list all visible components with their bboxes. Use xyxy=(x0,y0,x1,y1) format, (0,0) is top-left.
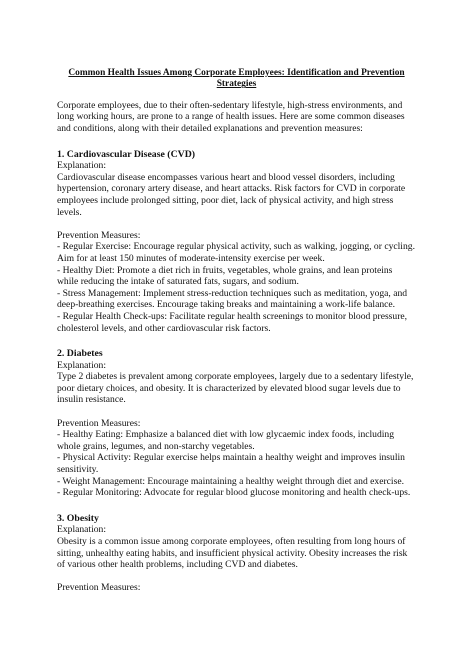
prevention-label: Prevention Measures: xyxy=(57,582,141,594)
prevention-item: - Healthy Eating: Emphasize a balanced diet with low glycaemic index foods, including whole grains, legumes, and non-starchy vegetables. xyxy=(57,429,395,452)
prevention-label: Prevention Measures: xyxy=(57,229,141,241)
prevention-item: - Healthy Diet: Promote a diet rich in fruits, vegetables, whole grains, and lean proteins while reducing the intake of saturated fats, sugars, and sodium. xyxy=(57,264,393,288)
prevention-item: - Physical Activity: Regular exercise helps maintain a healthy weight and improves insulin sensitivity. xyxy=(57,452,405,476)
spacer xyxy=(57,406,416,418)
prevention-item: - Regular Exercise: Encourage regular physical activity, such as walking, jogging, or cycling. Aim for at least 150 minutes of moderate-intensity exercise per week. xyxy=(57,241,415,264)
section-heading: 3. Obesity xyxy=(57,512,99,524)
explanation-label: Explanation: xyxy=(57,359,107,371)
document-title: Common Health Issues Among Corporate Employees: Identification and Prevention Strategies xyxy=(68,68,405,90)
explanation-label: Explanation: xyxy=(57,160,107,172)
section-cardiovascular xyxy=(57,149,416,335)
section-diabetes xyxy=(57,348,416,499)
spacer xyxy=(57,218,416,230)
section-heading: 1. Cardiovascular Disease (CVD) xyxy=(57,148,196,160)
prevention-item: - Regular Health Check-ups: Facilitate regular health screenings to monitor blood pressure, cholesterol levels, and other cardiovascular risk factors. xyxy=(57,310,408,334)
section-obesity xyxy=(57,513,416,594)
prevention-item: - Weight Management: Encourage maintaining a healthy weight through diet and exercise. xyxy=(57,475,404,487)
section-heading: 2. Diabetes xyxy=(57,348,103,360)
prevention-item: - Stress Management: Implement stress-reduction techniques such as meditation, yoga, and deep-breathing exercises. Encourage taking breaks and maintaining a work-life balance. xyxy=(57,287,408,311)
intro-paragraph: Corporate employees, due to their often-sedentary lifestyle, high-stress environments, and long working hours, are prone to a range of health issues. Here are some common diseases and conditions, along with their detailed explanations and prevention measures: xyxy=(57,99,405,134)
explanation-text: Obesity is a common issue among corporate employees, often resulting from long hours of sitting, unhealthy eating habits, and insufficient physical activity. Obesity increases the risk of various other health problems, including CVD and diabetes. xyxy=(57,536,408,571)
spacer xyxy=(57,571,416,583)
prevention-label: Prevention Measures: xyxy=(57,417,141,429)
explanation-label: Explanation: xyxy=(57,524,107,536)
explanation-text: Type 2 diabetes is prevalent among corporate employees, largely due to a sedentary lifestyle, poor dietary choices, and obesity. It is characterized by elevated blood sugar levels due to insulin resistance. xyxy=(57,371,414,406)
prevention-item: - Regular Monitoring: Advocate for regular blood glucose monitoring and health check-ups. xyxy=(57,487,411,499)
explanation-text: Cardiovascular disease encompasses various heart and blood vessel disorders, including hypertension, coronary artery disease, and heart attacks. Risk factors for CVD in corporate employees include prolonged sitting, poor diet, lack of physical activity, and high stress levels. xyxy=(57,171,406,218)
